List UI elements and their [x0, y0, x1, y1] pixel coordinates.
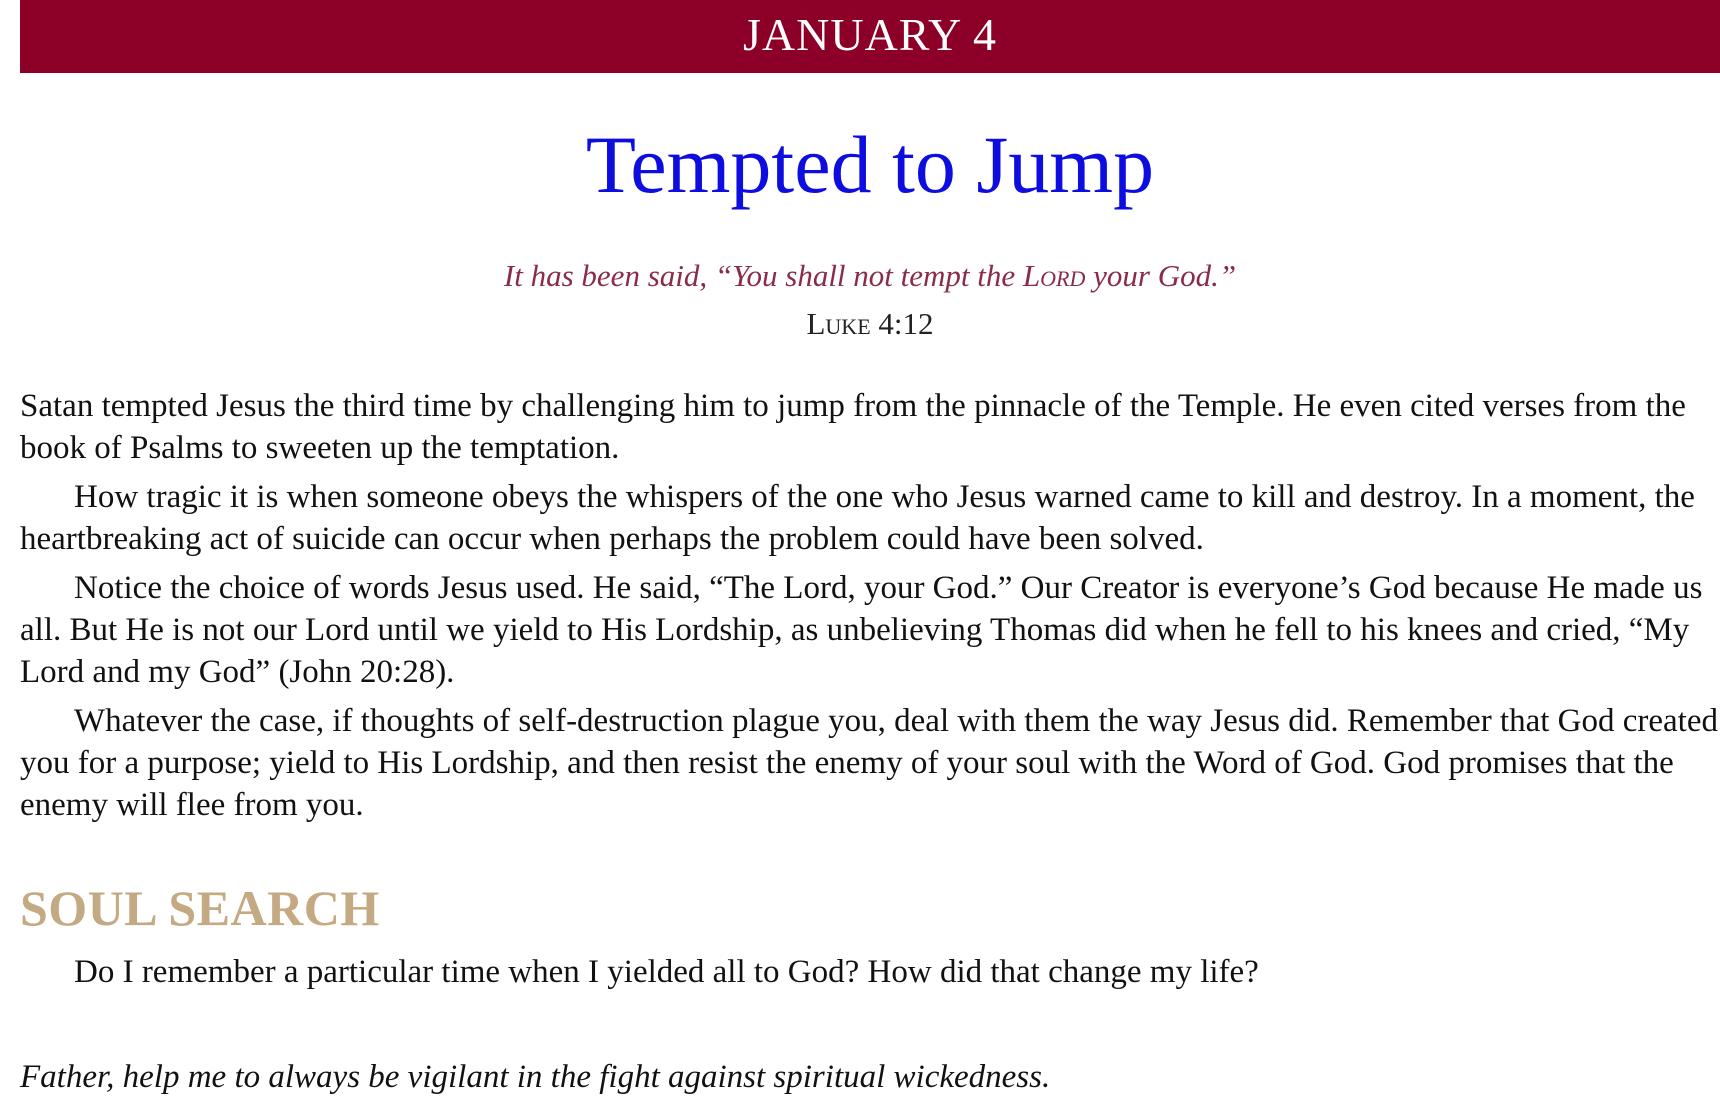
- epigraph-text-before: It has been said, “You shall not tempt the: [503, 258, 1023, 293]
- body-paragraph-1: Satan tempted Jesus the third time by challenging him to jump from the pinnacle of the Temple. He even cited verses from the book of Psalms to sweeten up the temptation.: [20, 388, 1686, 466]
- body-text: [20, 385, 1720, 833]
- epigraph-citation: Luke 4:12: [806, 306, 934, 341]
- epigraph-quote: [0, 256, 1720, 296]
- body-paragraph-4: Whatever the case, if thoughts of self-destruction plague you, deal with them the way Jesus did. Remember that God created you for a purpose; yield to His Lordship, and then resist the enemy of your soul with the Word of God. God promises that the enemy will flee from you.: [20, 703, 1718, 823]
- closing-prayer: Father, help me to always be vigilant in the fight against spiritual wickedness.: [20, 1059, 1051, 1095]
- epigraph-text-after: your God.”: [1085, 258, 1237, 293]
- body-paragraph-2: How tragic it is when someone obeys the whispers of the one who Jesus warned came to kill and destroy. In a moment, the heartbreaking act of suicide can occur when perhaps the problem could have been solved.: [20, 479, 1695, 557]
- soul-search-heading: SOUL SEARCH: [20, 880, 380, 936]
- body-paragraph-3: Notice the choice of words Jesus used. He said, “The Lord, your God.” Our Creator is everyone’s God because He made us all. But He is not our Lord until we yield to His Lordship, as unbelieving Thomas did when he fell to his knees and cried, “My Lord and my God” (John 20:28).: [20, 570, 1703, 690]
- date-banner: JANUARY 4: [20, 0, 1720, 73]
- epigraph-lord: Lord: [1022, 258, 1086, 293]
- soul-search-question: Do I remember a particular time when I yielded all to God? How did that change my life?: [74, 954, 1259, 990]
- page-title: Tempted to Jump: [585, 119, 1155, 210]
